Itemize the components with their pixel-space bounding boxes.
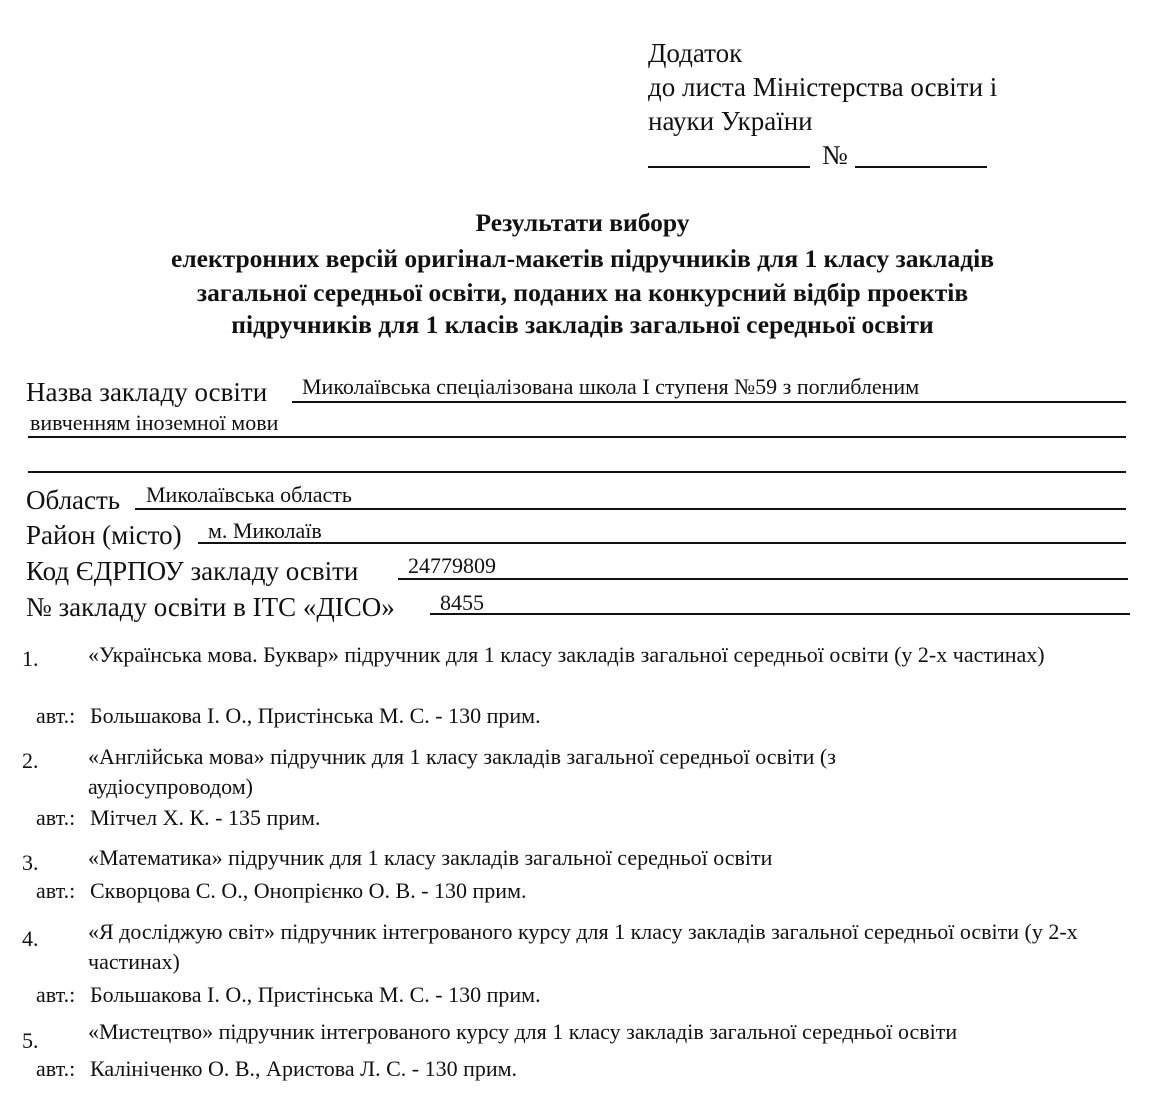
list-item-text: «Я досліджую світ» підручник інтегрованого курсу для 1 класу закладів загальної середньої освіти (у 2-х частинах) xyxy=(88,919,1078,974)
edrpou-label: Код ЄДРПОУ закладу освіти xyxy=(26,556,359,586)
district-rule xyxy=(198,542,1126,544)
author-prefix: авт.: xyxy=(36,982,76,1007)
letter-date-line xyxy=(648,166,810,168)
author-prefix: авт.: xyxy=(36,703,76,728)
addendum-line-2: до листа Міністерства освіти і xyxy=(648,72,998,102)
list-item-authors: Большакова І. О., Пристінська М. С. - 130 прим. xyxy=(90,982,541,1007)
institution-rule-3 xyxy=(28,471,1126,473)
title-line-4: підручників для 1 класів закладів загальної середньої освіти xyxy=(231,310,934,339)
list-item-number: 2. xyxy=(22,748,39,773)
district-value: м. Миколаїв xyxy=(208,518,322,543)
list-item-number: 3. xyxy=(22,850,39,875)
title-line-1: Результати вибору xyxy=(475,208,690,237)
list-item-authors: Скворцова С. О., Онопрієнко О. В. - 130 прим. xyxy=(90,878,527,903)
region-value: Миколаївська область xyxy=(146,482,352,507)
list-item-number: 1. xyxy=(22,646,39,671)
title-line-3: загальної середньої освіти, поданих на конкурсний відбір проектів xyxy=(196,278,969,307)
region-rule xyxy=(135,508,1126,510)
number-sign: № xyxy=(822,140,848,170)
author-prefix: авт.: xyxy=(36,878,76,903)
addendum-block xyxy=(648,36,1068,138)
institution-value-2: вивченням іноземної мови xyxy=(30,410,279,435)
district-label: Район (місто) xyxy=(26,520,182,550)
list-item-authors: Большакова І. О., Пристінська М. С. - 130 прим. xyxy=(90,703,541,728)
its-label: № закладу освіти в ІТС «ДІСО» xyxy=(26,592,395,622)
edrpou-value: 24779809 xyxy=(408,553,496,578)
region-label: Область xyxy=(26,485,121,515)
list-item-text: «Мистецтво» підручник інтегрованого курсу для 1 класу закладів загальної середньої освіти xyxy=(88,1019,958,1044)
its-rule xyxy=(430,613,1130,615)
institution-rule-2 xyxy=(28,436,1126,438)
list-item-text: «Математика» підручник для 1 класу закладів загальної середньої освіти xyxy=(88,845,773,870)
list-item-authors: Калініченко О. В., Аристова Л. С. - 130 прим. xyxy=(90,1056,518,1081)
list-item-text: «Українська мова. Буквар» підручник для 1 класу закладів загальної середньої освіти (у 2-х частинах) xyxy=(88,642,1045,667)
institution-value-1: Миколаївська спеціалізована школа І ступеня №59 з поглибленим xyxy=(302,374,920,399)
list-item-number: 4. xyxy=(22,926,39,951)
list-item-text: «Англійська мова» підручник для 1 класу закладів загальної середньої освіти (з аудіосупроводом) xyxy=(88,744,836,799)
list-item-number: 5. xyxy=(22,1028,39,1053)
institution-rule-1 xyxy=(292,401,1126,403)
letter-number-line xyxy=(855,166,987,168)
author-prefix: авт.: xyxy=(36,805,76,830)
its-value: 8455 xyxy=(440,590,484,615)
addendum-line-3: науки України xyxy=(648,106,813,136)
institution-label: Назва закладу освіти xyxy=(26,377,268,407)
author-prefix: авт.: xyxy=(36,1056,76,1081)
list-item-authors: Мітчел Х. К. - 135 прим. xyxy=(90,805,321,830)
edrpou-rule xyxy=(398,578,1128,580)
title-line-2: електронних версій оригінал-макетів підручників для 1 класу закладів xyxy=(171,244,994,273)
addendum-line-1: Додаток xyxy=(648,38,743,68)
